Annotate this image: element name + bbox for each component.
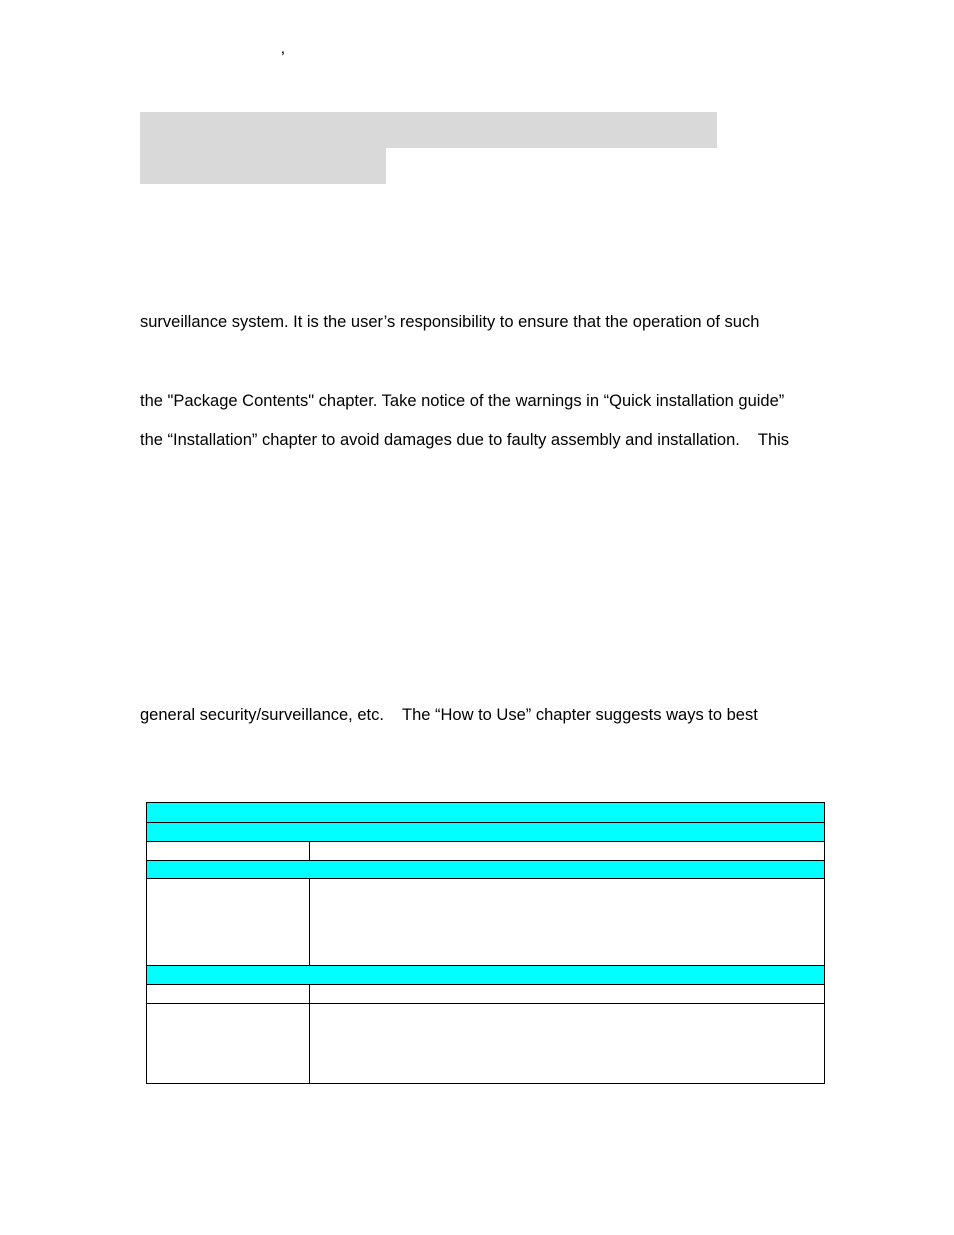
table-cell-value [310, 842, 825, 861]
table-section-header [147, 803, 825, 823]
table-row [147, 879, 825, 966]
table-cell-label [147, 879, 310, 966]
table-section-header [147, 823, 825, 842]
table-row [147, 985, 825, 1004]
table-cell-value [310, 985, 825, 1004]
table-section-header [147, 966, 825, 985]
paragraph-line-1: surveillance system. It is the user’s responsibility to ensure that the operation of such [140, 313, 760, 331]
table-row [147, 1004, 825, 1084]
table-cell-label [147, 985, 310, 1004]
paragraph-line-3: the “Installation” chapter to avoid damages due to faulty assembly and installation. This [140, 431, 790, 449]
table-row [147, 803, 825, 823]
paragraph-line-2: the "Package Contents" chapter. Take notice of the warnings in “Quick installation guide” [140, 392, 785, 410]
table-cell-label [147, 1004, 310, 1084]
table-row [147, 842, 825, 861]
redaction-highlight-top [140, 112, 717, 148]
table-cell-value [310, 1004, 825, 1084]
table-row [147, 966, 825, 985]
table-section-header [147, 861, 825, 879]
stray-punctuation: ’ [281, 48, 285, 67]
table-cell-value [310, 879, 825, 966]
table-row [147, 861, 825, 879]
redaction-highlight-bottom [140, 148, 386, 184]
table-cell-label [147, 842, 310, 861]
table-row [147, 823, 825, 842]
paragraph-line-4: general security/surveillance, etc. The “How to Use” chapter suggests ways to best [140, 706, 758, 724]
specification-table [146, 802, 825, 1084]
